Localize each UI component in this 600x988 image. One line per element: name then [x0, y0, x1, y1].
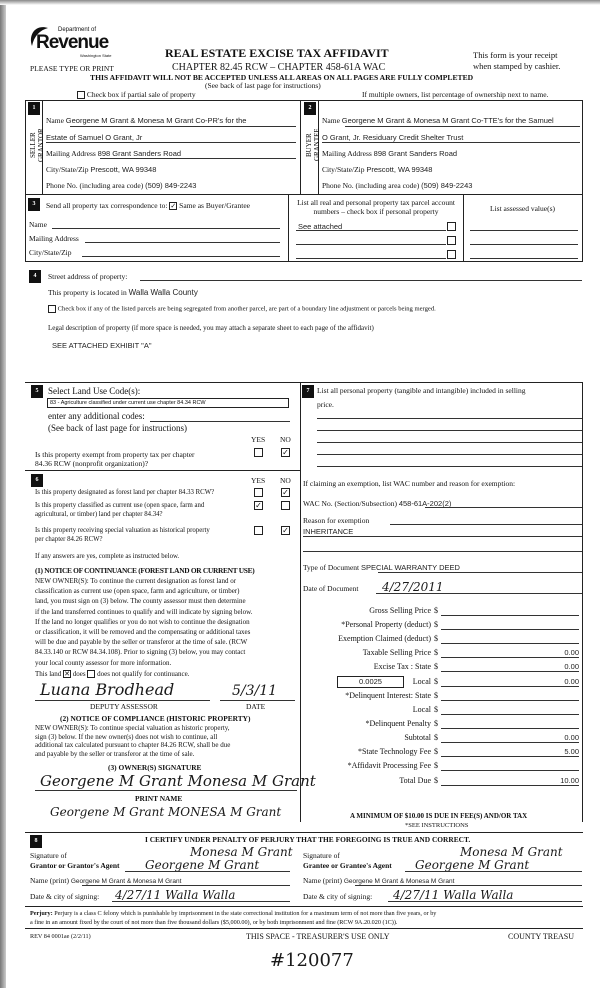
does-label: does [72, 670, 86, 678]
logo-state: Washington State [80, 53, 112, 58]
notice-line: sign (3) below. If the new owner(s) does not wish to continue, all [35, 732, 218, 741]
treasurer-use-only: THIS SPACE - TREASURER'S USE ONLY [246, 932, 390, 941]
current-use-no-checkbox[interactable] [281, 501, 290, 510]
assessed-header: List assessed value(s) [490, 204, 555, 213]
local-rate-input[interactable]: 0.0025 [337, 676, 404, 688]
grantee-name-print[interactable]: Georgene M Grant & Monesa M Grant [343, 878, 455, 885]
see-instructions-note: *SEE INSTRUCTIONS [405, 822, 469, 829]
same-as-buyer-label: Same as Buyer/Grantee [179, 201, 250, 210]
notice-line: land, you must sign on (3) below. The county assessor must then determine [35, 597, 246, 606]
doc-date-value[interactable]: 4/27/2011 [382, 580, 444, 594]
assessor-date[interactable]: 5/3/11 [232, 683, 278, 699]
notice-compliance-text [35, 724, 230, 758]
form-warning: THIS AFFIDAVIT WILL NOT BE ACCEPTED UNLESS ALL AREAS ON ALL PAGES ARE FULLY COMPLETED [90, 73, 474, 82]
currency-symbol: $ [434, 662, 438, 671]
personal-property-line[interactable] [317, 466, 582, 467]
corr-address-label: Mailing Address [29, 234, 79, 243]
seller-name-line2[interactable]: Estate of Samuel O Grant, Jr [46, 133, 143, 142]
currency-symbol: $ [434, 620, 438, 629]
grantee-agent-label: Grantee or Grantee's Agent [303, 861, 392, 870]
tax-row-value[interactable]: 0.00 [441, 662, 579, 672]
wac-label: WAC No. (Section/Subsection) [303, 499, 397, 508]
assessor-date-label: DATE [246, 702, 266, 711]
does-qualify-checkbox[interactable]: ✕ [64, 670, 70, 679]
corr-city-input[interactable] [82, 256, 280, 257]
tax-row-label: Local [412, 705, 431, 714]
seller-city[interactable]: Prescott, WA 99348 [90, 165, 157, 174]
print-name-value[interactable]: Georgene M Grant MONESA M Grant [50, 805, 282, 819]
corr-name-label: Name [29, 220, 47, 229]
exemption-instruction: If claiming an exemption, list WAC number and reason for exemption: [303, 479, 516, 488]
section-2-number: 2 [304, 102, 316, 115]
section-5-number: 5 [31, 385, 43, 398]
personal-property-line[interactable] [317, 442, 582, 443]
exempt-question-1: Is this property exempt from property tax per chapter [35, 450, 195, 459]
current-use-question-2: agricultural, or timber) land per chapter 84.34? [35, 511, 163, 518]
notice-line: and payable by the seller or transferor at the time of sale. [35, 749, 195, 758]
corr-city-label: City/State/Zip [29, 248, 72, 257]
notice-line: or classification, it will be removed and the compensating or additional taxes [35, 628, 251, 637]
personal-property-label-1: List all personal property (tangible and intangible) included in selling [317, 386, 526, 395]
form-revision: REV 84 0001ae (2/2/11) [30, 933, 91, 940]
does-not-qualify-checkbox[interactable] [87, 670, 95, 678]
tax-row-label: Subtotal [404, 733, 431, 742]
personal-property-line[interactable] [317, 430, 582, 431]
tax-row-label: *Affidavit Processing Fee [347, 761, 431, 770]
buyer-name-line1[interactable]: Georgene M Grant & Monesa M Grant Co-TTE's for the Samuel [341, 116, 554, 125]
parcel-1-checkbox[interactable] [447, 222, 456, 231]
notice-line: will be due and payable by the seller or transferor at the time of sale. (RCW [35, 638, 248, 647]
tax-row-value[interactable]: 5.00 [441, 747, 579, 757]
current-use-question-1: Is this property classified as current use (open space, farm and [35, 502, 205, 509]
section-7-number: 7 [302, 385, 314, 398]
tax-row-label: Taxable Selling Price [362, 648, 431, 657]
notice-line: NEW OWNER(S): To continue special valuation as historic property, [35, 724, 230, 732]
seller-city-label: City/State/Zip [46, 165, 89, 174]
buyer-grantee-label: BUYER GRANTEE [305, 128, 321, 162]
section-8-number: 8 [30, 835, 42, 848]
partial-sale-checkbox-row[interactable] [77, 90, 196, 99]
currency-symbol: $ [434, 776, 438, 785]
handwritten-number: #120077 [270, 950, 354, 971]
print-name-label: PRINT NAME [135, 794, 183, 803]
s6-no-header: NO [280, 476, 291, 485]
additional-codes-input[interactable] [150, 421, 290, 422]
minimum-due-note: A MINIMUM OF $10.00 IS DUE IN FEE(S) AND/OR TAX [350, 812, 528, 820]
exempt-yes-checkbox[interactable] [254, 448, 263, 457]
scan-edge [0, 0, 6, 988]
tax-row-label: Local [412, 677, 431, 686]
parcel-3[interactable] [296, 258, 446, 259]
segregated-checkbox[interactable] [48, 305, 56, 313]
grantor-name-print-label: Name (print) [30, 876, 69, 885]
perjury-text-1: Perjury is a class C felony which is punishable by imprisonment in the state correctional institution for a maximum term of not more than five years, or by [54, 910, 437, 917]
assessor-signature[interactable]: Luana Brodhead [40, 680, 175, 699]
assessed-1[interactable] [470, 230, 578, 231]
send-correspondence-label: Send all property tax correspondence to: [46, 201, 168, 210]
segregated-label: Check box if any of the listed parcels are being segregated from another parcel, are part of a boundary line adjustment or parcels being merged. [57, 305, 436, 313]
grantee-signature-2[interactable]: Georgene M Grant [415, 858, 530, 872]
forest-no-checkbox[interactable]: ✓ [282, 488, 289, 497]
notice-line: 84.33.140 or RCW 84.34.108). Prior to signing (3) below, you may contact [35, 648, 246, 657]
reason-value[interactable]: INHERITANCE [303, 527, 354, 536]
parcel-header-2: numbers – check box if personal property [313, 207, 439, 216]
land-use-code-select[interactable]: 83 - Agriculture classified under current use chapter 84.34 RCW [47, 398, 289, 408]
grantor-signature-1[interactable]: Monesa M Grant [190, 845, 293, 859]
additional-codes-label: enter any additional codes: [48, 411, 145, 421]
tax-row-value[interactable]: 0.00 [441, 733, 579, 743]
currency-symbol: $ [434, 634, 438, 643]
deputy-assessor-label: DEPUTY ASSESSOR [90, 702, 158, 711]
street-address-input[interactable] [140, 280, 582, 281]
form-title: REAL ESTATE EXCISE TAX AFFIDAVIT [165, 46, 389, 60]
corr-name-input[interactable] [52, 228, 280, 229]
grantor-signature-2[interactable]: Georgene M Grant [145, 858, 260, 872]
tax-row-label: *State Technology Fee [357, 747, 431, 756]
qualify-label: qualify for continuance. [122, 670, 190, 678]
s5-see-back: (See back of last page for instructions) [48, 423, 187, 433]
seller-grantor-label: SELLER GRANTOR [29, 128, 45, 162]
seller-address-label: Mailing Address [46, 149, 96, 158]
personal-property-line[interactable] [317, 418, 582, 419]
buyer-address[interactable]: 898 Grant Sanders Road [373, 149, 458, 158]
partial-sale-label: Check box if partial sale of property [86, 90, 196, 99]
buyer-city-label: City/State/Zip [322, 165, 365, 174]
buyer-name-label: Name [322, 116, 340, 125]
notice-line: NEW OWNER(S): To continue the current designation as forest land or [35, 577, 237, 585]
notice-compliance-title: (2) NOTICE OF COMPLIANCE (HISTORIC PROPERTY) [60, 714, 251, 723]
tax-row-value[interactable] [441, 620, 579, 630]
multiple-owners-note: If multiple owners, list percentage of ownership next to name. [362, 90, 549, 99]
located-label: This property is located in [48, 288, 127, 297]
seller-name-label: Name [46, 116, 64, 125]
parcel-1[interactable]: See attached [298, 222, 343, 231]
wac-value[interactable]: 458-61A-202(2) [398, 499, 452, 508]
grantor-name-print[interactable]: Georgene M Grant & Monesa M Grant [70, 878, 182, 885]
buyer-name-line2[interactable]: O Grant, Jr. Residuary Credit Shelter Trust [322, 133, 464, 142]
doc-type-label: Type of Document [303, 563, 360, 572]
if-yes-instruction: If any answers are yes, complete as instructed below. [35, 553, 180, 560]
s5-yes-header: YES [251, 435, 266, 444]
tax-row-value[interactable]: 0.00 [441, 648, 579, 658]
scan-edge-top [0, 0, 600, 5]
seller-phone[interactable]: (509) 849-2243 [145, 181, 197, 190]
same-as-buyer-checkbox[interactable]: ✓ [170, 202, 177, 211]
buyer-city[interactable]: Prescott, WA 99348 [366, 165, 433, 174]
tax-row-label: *Delinquent Penalty [365, 719, 431, 728]
corr-address-input[interactable] [85, 242, 280, 243]
assessed-2[interactable] [470, 244, 578, 245]
form-chapter: CHAPTER 82.45 RCW – CHAPTER 458-61A WAC [172, 62, 386, 73]
logo-dept: Department of [58, 27, 97, 33]
perjury-text-2: a fine in an amount fixed by the court of not more than five thousand dollars ($5,000.00), or by both imprisonment and fine (RCW 9A.20.020 (1C)). [30, 919, 398, 926]
notice-continuance-text [35, 576, 252, 668]
doc-type-value[interactable]: SPECIAL WARRANTY DEED [361, 563, 460, 572]
notice-line: your local county assessor for more information. [35, 658, 172, 667]
owner-signature-title: (3) OWNER(S) SIGNATURE [108, 763, 202, 772]
section-4-number: 4 [29, 270, 41, 283]
section-3-number: 3 [28, 198, 40, 211]
tax-row-value[interactable] [441, 606, 579, 616]
tax-row-label: *Delinquent Interest: State [345, 691, 431, 700]
historic-yes-checkbox[interactable] [254, 526, 263, 535]
tax-row-label: *Personal Property (deduct) [341, 620, 431, 629]
notice-continuance-title: (1) NOTICE OF CONTINUANCE (FOREST LAND OR CURRENT USE) [35, 566, 255, 575]
grantor-date-city[interactable]: 4/27/11 Walla Walla [115, 888, 236, 902]
section-1-number: 1 [28, 102, 40, 115]
assessed-3[interactable] [470, 258, 578, 259]
does-not-label: does not [97, 670, 121, 678]
grantee-signature-of: Signature of [303, 851, 340, 860]
currency-symbol: $ [434, 705, 438, 714]
tax-row-value[interactable]: 0.00 [441, 677, 579, 687]
logo-revenue: Revenue [36, 32, 109, 53]
tax-row-value[interactable]: 10.00 [441, 776, 579, 786]
section-6-number: 6 [31, 474, 43, 487]
partial-sale-checkbox[interactable] [77, 91, 85, 99]
this-land-label: This land [35, 670, 62, 678]
personal-property-label-2: price. [317, 400, 334, 409]
forest-yes-checkbox[interactable] [254, 488, 263, 497]
currency-symbol: $ [434, 606, 438, 615]
forest-land-question: Is this property designated as forest land per chapter 84.33 RCW? [35, 489, 215, 496]
currency-symbol: $ [434, 677, 438, 686]
tax-row-label: Total Due [399, 776, 431, 785]
tax-row-label: Excise Tax : State [373, 662, 431, 671]
buyer-phone[interactable]: (509) 849-2243 [421, 181, 473, 190]
certify-statement: I CERTIFY UNDER PENALTY OF PERJURY THAT THE FOREGOING IS TRUE AND CORRECT. [145, 835, 471, 844]
county-value[interactable]: Walla Walla County [128, 288, 198, 297]
tax-row-value[interactable] [441, 761, 579, 771]
notice-line: If the land no longer qualifies or you do not wish to continue the designation [35, 617, 250, 626]
perjury-bold: Perjury: [30, 910, 53, 917]
buyer-phone-label: Phone No. (including area code) [322, 181, 420, 190]
county-treasurer: COUNTY TREASU [508, 932, 575, 941]
grantor-signature-of: Signature of [30, 851, 67, 860]
reason-label: Reason for exemption [303, 516, 370, 525]
notice-line: if the land transferred continues to qualify and will indicate by signing below. [35, 607, 253, 616]
s5-no-header: NO [280, 435, 291, 444]
doc-date-label: Date of Document [303, 584, 359, 593]
land-use-label: Select Land Use Code(s): [48, 386, 141, 396]
exempt-question-2: 84.36 RCW (nonprofit organization)? [35, 459, 149, 468]
street-address-label: Street address of property: [48, 272, 128, 281]
tax-row-value[interactable] [441, 634, 579, 644]
tax-row-value[interactable] [441, 705, 579, 715]
currency-symbol: $ [434, 761, 438, 770]
exempt-no-checkbox[interactable]: ✓ [282, 448, 289, 457]
personal-property-line[interactable] [317, 454, 582, 455]
historic-no-checkbox[interactable]: ✓ [282, 526, 289, 535]
buyer-address-label: Mailing Address [322, 149, 372, 158]
legal-description-value[interactable]: SEE ATTACHED EXHIBIT "A" [52, 341, 152, 350]
grantee-name-print-label: Name (print) [303, 876, 342, 885]
currency-symbol: $ [434, 719, 438, 728]
currency-symbol: $ [434, 691, 438, 700]
grantor-date-city-label: Date & city of signing: [30, 892, 100, 901]
current-use-yes-checkbox[interactable]: ✓ [255, 501, 262, 510]
grantee-date-city-label: Date & city of signing: [303, 892, 373, 901]
tax-row-label: Gross Selling Price [369, 606, 431, 615]
seller-phone-label: Phone No. (including area code) [46, 181, 144, 190]
receipt-note-2: when stamped by cashier. [473, 61, 561, 71]
grantee-date-city[interactable]: 4/27/11 Walla Walla [393, 888, 514, 902]
parcel-2-checkbox[interactable] [447, 236, 456, 245]
currency-symbol: $ [434, 648, 438, 657]
tax-row-value[interactable] [441, 691, 579, 701]
historic-question-2: per chapter 84.26 RCW? [35, 536, 103, 543]
s6-yes-header: YES [251, 476, 266, 485]
grantor-agent-label: Grantor or Grantor's Agent [30, 861, 120, 870]
parcel-2[interactable] [296, 244, 446, 245]
receipt-note-1: This form is your receipt [473, 50, 558, 60]
please-type: PLEASE TYPE OR PRINT [30, 64, 114, 73]
owner-signature[interactable]: Georgene M Grant Monesa M Grant [40, 772, 316, 790]
historic-question-1: Is this property receiving special valuation as historical property [35, 527, 210, 534]
currency-symbol: $ [434, 733, 438, 742]
parcel-header-1: List all real and personal property tax parcel account [297, 198, 455, 207]
parcel-3-checkbox[interactable] [447, 250, 456, 259]
legal-description-label: Legal description of property (if more space is needed, you may attach a separate sheet to each page of the affidavit) [48, 324, 374, 332]
grantee-signature-1[interactable]: Monesa M Grant [460, 845, 563, 859]
see-back: (See back of last page for instructions) [205, 81, 321, 90]
notice-line: classification as current use (open space, farm and agriculture, or timber) [35, 587, 240, 596]
currency-symbol: $ [434, 747, 438, 756]
tax-row-label: Exemption Claimed (deduct) [338, 634, 431, 643]
tax-row-value[interactable] [441, 719, 579, 729]
seller-address[interactable]: 898 Grant Sanders Road [97, 149, 182, 158]
notice-line: additional tax calculated pursuant to chapter 84.26 RCW, shall be due [35, 741, 231, 750]
seller-name-line1[interactable]: Georgene M Grant & Monesa M Grant Co-PR's for the [65, 116, 247, 125]
